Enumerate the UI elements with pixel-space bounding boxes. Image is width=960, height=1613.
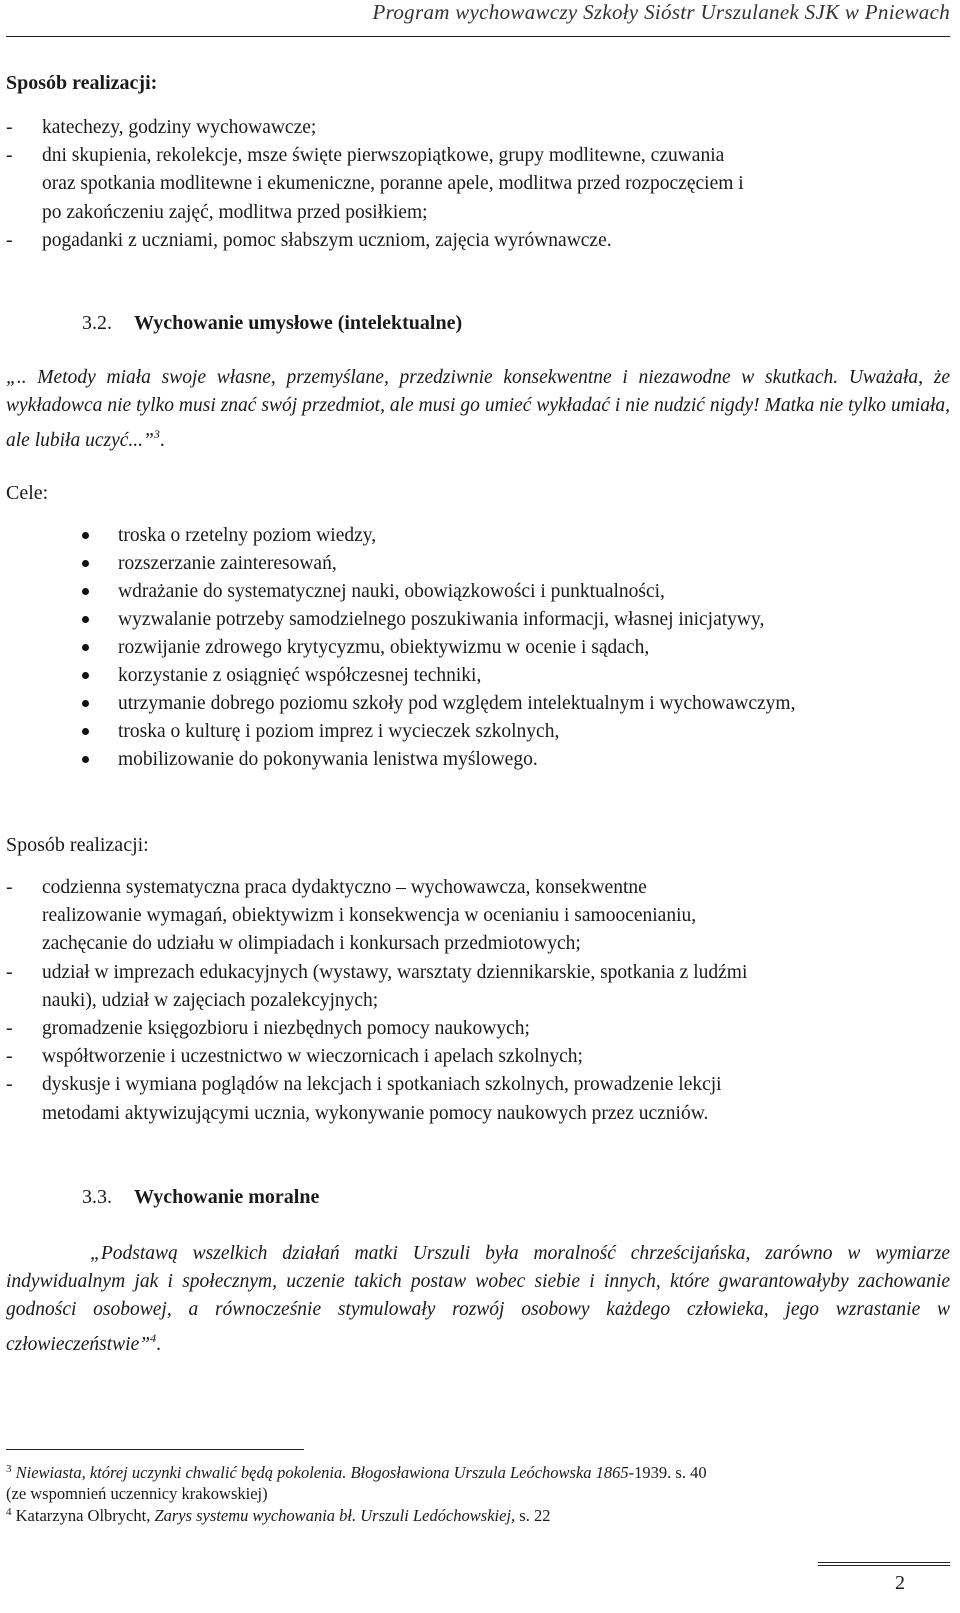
- list-item: rozszerzanie zainteresowań,: [82, 550, 942, 578]
- list-item: - udział w imprezach edukacyjnych (wystawy, warsztaty dziennikarskie, spotkania z ludźmi nauki), udział w zajęciach pozalekcyjnych;: [6, 961, 748, 1011]
- footnote-3: $^3$ Niewiasta, której uczynki chwalić będą pokolenia. Błogosławiona Urszula Leóchowska 1865-1939. s. 40 (ze wspomnień uczennicy krakowskiej): [6, 1463, 707, 1503]
- section-title-text: Wychowanie umysłowe (intelektualne): [134, 312, 463, 334]
- list-item: - dyskusje i wymiana poglądów na lekcjach i spotkaniach szkolnych, prowadzenie lekcji metodami aktywizującymi ucznia, wykonywanie pomocy naukowych przez uczniów.: [6, 1074, 722, 1124]
- section-3-2-title: [82, 312, 462, 335]
- bullet-icon: [82, 700, 89, 707]
- bullet-icon: [82, 532, 89, 539]
- section-number: 3.2.: [82, 312, 112, 334]
- section-title-text: Wychowanie moralne: [134, 1186, 320, 1208]
- footnote-rule: [6, 1449, 304, 1450]
- section-number: 3.3.: [82, 1186, 112, 1208]
- footnote-ref[interactable]: 4: [150, 1331, 157, 1345]
- list-item: mobilizowanie do pokonywania lenistwa myślowego.: [82, 746, 942, 774]
- bullet-icon: [82, 728, 89, 735]
- goals-list: [82, 522, 942, 774]
- goals-heading: Cele:: [6, 482, 49, 504]
- page-header: Program wychowawczy Szkoły Sióstr Urszulanek SJK w Pniewach: [372, 0, 950, 24]
- bullet-icon: [82, 672, 89, 679]
- page-number-rule: [818, 1562, 950, 1563]
- realization-list-1: [6, 114, 946, 255]
- realization-heading-2: Sposób realizacji:: [6, 834, 149, 856]
- list-item: wdrażanie do systematycznej nauki, obowiązkowości i punktualności,: [82, 578, 942, 606]
- list-item: - pogadanki z uczniami, pomoc słabszym uczniom, zajęcia wyrównawcze.: [6, 229, 612, 251]
- list-item: - gromadzenie księgozbioru i niezbędnych pomocy naukowych;: [6, 1018, 530, 1040]
- realization-heading-1: Sposób realizacji:: [6, 72, 158, 94]
- quote-3-3: „Podstawą wszelkich działań matki Urszuli była moralność chrześcijańska, zarówno w wymiarze indywidualnym jak i społecznym, uczenie takich postaw wobec siebie i innych, które gwarantowałyby zachowanie godności osobowej, a równocześnie stymulowały rozwój osobowy każdego człowieka, jego wzrastanie w człowieczeństwie”$^4$.: [6, 1243, 950, 1355]
- list-item: korzystanie z osiągnięć współczesnej techniki,: [82, 662, 942, 690]
- list-item: - dni skupienia, rekolekcje, msze święte pierwszopiątkowe, grupy modlitewne, czuwania oraz spotkania modlitewne i ekumeniczne, poranne apele, modlitwa przed rozpoczęciem i po zakończeniu zajęć, modlitwa przed posiłkiem;: [6, 145, 744, 223]
- bullet-icon: [82, 560, 89, 567]
- list-item: - katechezy, godziny wychowawcze;: [6, 117, 317, 138]
- list-item: troska o rzetelny poziom wiedzy,: [82, 522, 942, 550]
- footnote-ref[interactable]: 3: [153, 427, 160, 441]
- bullet-icon: [82, 644, 89, 651]
- list-item: troska o kulturę i poziom imprez i wycieczek szkolnych,: [82, 718, 942, 746]
- page-number: 2: [895, 1572, 905, 1594]
- realization-list-2: [6, 874, 946, 1128]
- page-number-rule: [818, 1565, 950, 1566]
- bullet-icon: [82, 588, 89, 595]
- quote-3-2: „.. Metody miała swoje własne, przemyślane, przedziwnie konsekwentne i niezawodne w skutkach. Uważała, że wykładowca nie tylko musi znać swój przedmiot, ale musi go umieć wykładać i nie nudzić nigdy! Matka nie tylko umiała, ale lubiła uczyć...”$^3$.: [6, 367, 950, 451]
- bullet-icon: [82, 756, 89, 763]
- list-item: utrzymanie dobrego poziomu szkoły pod względem intelektualnym i wychowawczym,: [82, 690, 818, 718]
- list-item: - współtworzenie i uczestnictwo w wieczornicach i apelach szkolnych;: [6, 1046, 583, 1068]
- list-item: - codzienna systematyczna praca dydaktyczno – wychowawcza, konsekwentne realizowanie wymagań, obiektywizm i konsekwencja w ocenianiu i samoocenianiu, zachęcanie do udziału w olimpiadach i konkursach przedmiotowych;: [6, 877, 697, 955]
- footnote-4: $^4$ Katarzyna Olbrycht, Zarys systemu wychowania bł. Urszuli Ledóchowskiej, s. 22: [6, 1506, 551, 1525]
- header-rule: [6, 36, 950, 37]
- list-item: wyzwalanie potrzeby samodzielnego poszukiwania informacji, własnej inicjatywy,: [82, 606, 942, 634]
- list-item: rozwijanie zdrowego krytycyzmu, obiektywizmu w ocenie i sądach,: [82, 634, 942, 662]
- bullet-icon: [82, 616, 89, 623]
- section-3-3-title: [82, 1186, 319, 1209]
